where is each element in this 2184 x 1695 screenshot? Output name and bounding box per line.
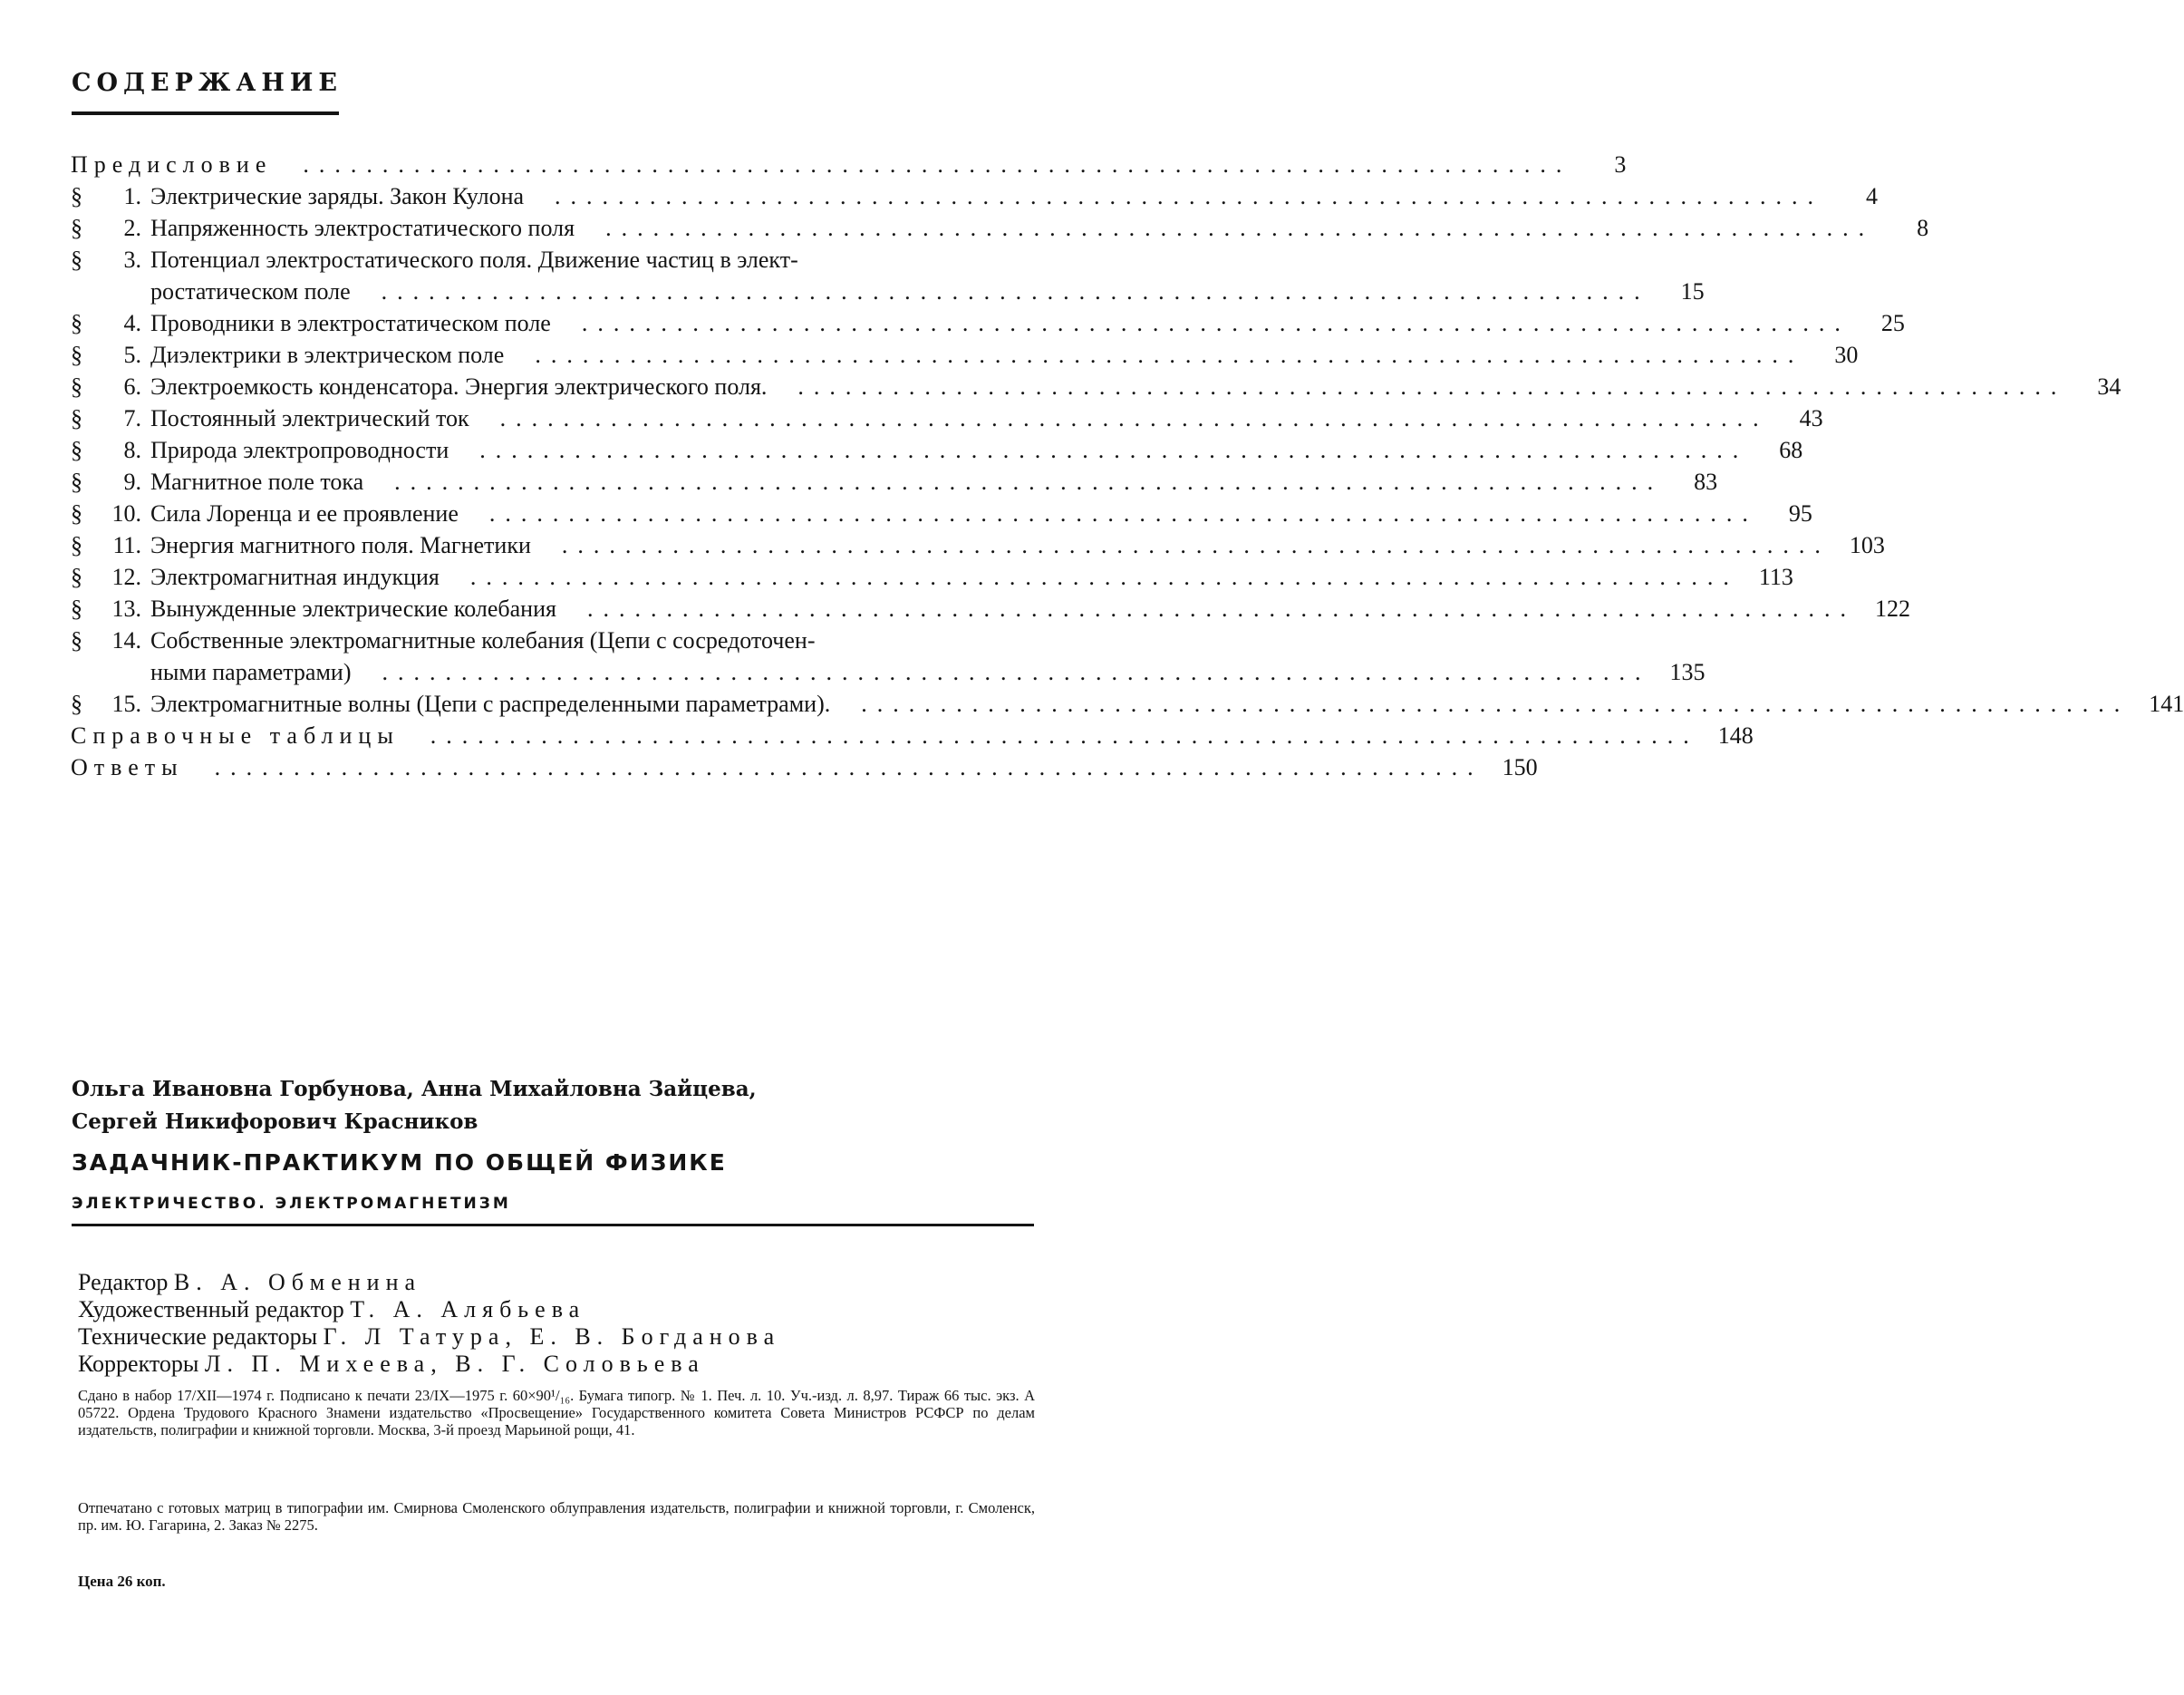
staff-role: Корректоры: [78, 1351, 199, 1377]
section-sign: §: [71, 437, 82, 463]
editorial-staff: [78, 1269, 780, 1378]
dot-leader: ................................................................................: [303, 151, 1572, 178]
toc-entry: [71, 529, 1885, 561]
toc-page-number: 8: [1917, 215, 1929, 241]
staff-role: Художественный редактор: [78, 1296, 344, 1322]
authors-line-2: Сергей Никифорович Красников: [72, 1109, 478, 1134]
toc-page-number: 34: [2097, 373, 2121, 400]
staff-name: Г. Л Татура, Е. В. Богданова: [323, 1323, 781, 1350]
toc-page-number: 25: [1880, 310, 1905, 336]
toc-entry: [71, 244, 1705, 307]
toc-page-number: 135: [1669, 659, 1706, 685]
toc-page-number: 43: [1799, 405, 1823, 431]
section-sign: §: [71, 405, 82, 431]
dot-leader: ................................................................................: [499, 405, 1769, 431]
toc-entry-title: Напряженность электростатического поля: [150, 215, 575, 241]
toc-page-number: 103: [1849, 532, 1885, 558]
toc-section-number: 14.: [111, 627, 141, 654]
toc-section-number: 5.: [123, 342, 141, 368]
dot-leader: ................................................................................: [488, 500, 1758, 527]
toc-entry: [71, 561, 1793, 593]
dot-leader: ................................................................................: [581, 310, 1851, 336]
dot-leader: ................................................................................: [214, 754, 1483, 780]
toc-entry: [71, 625, 1706, 688]
staff-name: В. А. Обменина: [173, 1269, 422, 1295]
toc-entry-title: Электрические заряды. Закон Кулона: [150, 183, 525, 209]
dot-leader: ................................................................................: [469, 564, 1739, 590]
dot-leader: ................................................................................: [555, 183, 1824, 209]
section-sign: §: [71, 342, 82, 368]
dot-leader: ................................................................................: [479, 437, 1749, 463]
section-sign: §: [71, 373, 82, 400]
toc-heading: СОДЕРЖАНИЕ: [72, 69, 343, 97]
staff-line: [78, 1323, 780, 1351]
toc-entry-title: Вынужденные электрические колебания: [150, 596, 556, 622]
toc-entry-title-cont: ными параметрами): [150, 659, 352, 685]
printing-house-paragraph: Отпечатано с готовых матриц в типографии им. Смирнова Смоленского облуправления издательств, полиграфии и книжной торговли, г. Смоленск, пр. им. Ю. Гагарина, 2. Заказ № 2275.: [78, 1499, 1035, 1534]
book-subtitle: ЭЛЕКТРИЧЕСТВО. ЭЛЕКТРОМАГНЕТИЗМ: [72, 1195, 511, 1213]
section-sign: §: [71, 310, 82, 336]
toc-entry: [71, 402, 1823, 434]
toc-section-number: 6.: [123, 373, 141, 400]
toc-entry: [71, 688, 2184, 720]
book-title: ЗАДАЧНИК-ПРАКТИКУМ ПО ОБЩЕЙ ФИЗИКЕ: [72, 1149, 727, 1176]
print-info-paragraph: Сдано в набор 17/XII—1974 г. Подписано к печати 23/IX—1975 г. 60×90¹/₁₆. Бумага типогр. № 1. Печ. л. 10. Уч.-изд. л. 8,97. Тираж 66 тыс. экз. А 05722. Ордена Трудового Красного Знамени издательство «Просвещение» Государственного комитета Совета Министров РСФСР по делам издательств, полиграфии и книжной торговли. Москва, 3-й проезд Марьиной рощи, 41.: [78, 1387, 1035, 1438]
table-of-contents: [71, 149, 2184, 783]
toc-entry-body: [150, 244, 1705, 307]
toc-entry-title: Магнитное поле тока: [150, 469, 364, 495]
dot-leader: ................................................................................: [605, 215, 1875, 241]
toc-entry: [71, 371, 2121, 402]
toc-section-number: 15.: [111, 691, 141, 717]
toc-page-number: 150: [1502, 754, 1538, 780]
toc-section-number: 7.: [123, 405, 141, 431]
price: Цена 26 коп.: [78, 1573, 166, 1590]
dot-leader: ................................................................................: [561, 532, 1831, 558]
toc-entry: [71, 434, 1803, 466]
toc-entry: [71, 339, 1859, 371]
toc-entry-title: Ответы: [71, 754, 184, 780]
staff-role: Технические редакторы: [78, 1323, 318, 1350]
section-sign: §: [71, 183, 82, 209]
section-sign: §: [71, 469, 82, 495]
toc-entry-continuation: [150, 276, 1705, 307]
toc-page-number: 83: [1694, 469, 1718, 495]
toc-entry-title: Сила Лоренца и ее проявление: [150, 500, 459, 527]
authors-line-1: Ольга Ивановна Горбунова, Анна Михайловна Зайцева,: [72, 1077, 757, 1101]
dot-leader: ................................................................................: [382, 659, 1651, 685]
toc-entry-body: [150, 625, 1706, 688]
toc-entry: [71, 212, 1929, 244]
toc-section-number: 1.: [123, 183, 141, 209]
toc-entry-title: Собственные электромагнитные колебания (Цепи с сосредоточен-: [150, 627, 816, 654]
section-sign: §: [71, 691, 82, 717]
toc-page-number: 4: [1866, 183, 1879, 209]
toc-entry-title: Энергия магнитного поля. Магнетики: [150, 532, 531, 558]
toc-entry-continuation: [150, 656, 1706, 688]
staff-name: Л. П. Михеева, В. Г. Соловьева: [204, 1351, 705, 1377]
staff-name: Т. А. Алябьева: [350, 1296, 586, 1322]
toc-entry: [71, 149, 1627, 180]
authors: [72, 1073, 757, 1138]
toc-section-number: 4.: [123, 310, 141, 336]
toc-entry: [71, 466, 1718, 498]
toc-page-number: 141: [2149, 691, 2184, 717]
staff-role: Редактор: [78, 1269, 169, 1295]
toc-section-number: 8.: [123, 437, 141, 463]
dot-leader: ................................................................................: [430, 722, 1699, 749]
toc-entry-title: Потенциал электростатического поля. Движение частиц в элект-: [150, 247, 798, 273]
toc-entry: [71, 307, 1905, 339]
toc-entry: [71, 180, 1879, 212]
dot-leader: ................................................................................: [381, 278, 1650, 305]
section-sign: §: [71, 247, 82, 273]
toc-page-number: 148: [1717, 722, 1754, 749]
toc-entry-title: Природа электропроводности: [150, 437, 449, 463]
toc-entry-title-cont: ростатическом поле: [150, 278, 351, 305]
toc-entry-title: Электроемкость конденсатора. Энергия электрического поля.: [150, 373, 768, 400]
toc-entry: [71, 720, 1754, 751]
toc-page-number: 68: [1779, 437, 1803, 463]
toc-page-number: 15: [1680, 278, 1705, 305]
toc-section-number: 2.: [123, 215, 141, 241]
section-sign: §: [71, 564, 82, 590]
toc-page-number: 122: [1874, 596, 1910, 622]
toc-section-number: 13.: [111, 596, 141, 622]
toc-entry-title: Постоянный электрический ток: [150, 405, 469, 431]
toc-entry: [71, 751, 1538, 783]
toc-entry-title: Электромагнитные волны (Цепи с распределенными параметрами).: [150, 691, 831, 717]
toc-page-number: 113: [1758, 564, 1793, 590]
dot-leader: ................................................................................: [586, 596, 1856, 622]
imprint-divider: [72, 1224, 1034, 1226]
toc-entry-title: Справочные таблицы: [71, 722, 400, 749]
toc-entry-title: Диэлектрики в электрическом поле: [150, 342, 505, 368]
section-sign: §: [71, 500, 82, 527]
toc-entry-title: Проводники в электростатическом поле: [150, 310, 551, 336]
section-sign: §: [71, 596, 82, 622]
toc-section-number: 9.: [123, 469, 141, 495]
toc-section-number: 12.: [111, 564, 141, 590]
section-sign: §: [71, 532, 82, 558]
dot-leader: ................................................................................: [535, 342, 1804, 368]
toc-page-number: 30: [1834, 342, 1859, 368]
toc-entry: [71, 498, 1812, 529]
toc-section-number: 11.: [112, 532, 141, 558]
dot-leader: ................................................................................: [797, 373, 2067, 400]
staff-line: [78, 1269, 780, 1296]
staff-line: [78, 1296, 780, 1323]
dot-leader: ................................................................................: [394, 469, 1664, 495]
toc-section-number: 10.: [111, 500, 141, 527]
toc-page-number: 95: [1788, 500, 1812, 527]
heading-underline: [72, 111, 339, 115]
toc-entry-title: Предисловие: [71, 151, 273, 178]
toc-page-number: 3: [1614, 151, 1627, 178]
toc-entry: [71, 593, 1910, 625]
section-sign: §: [71, 627, 82, 654]
toc-section-number: 3.: [123, 247, 141, 273]
section-sign: §: [71, 215, 82, 241]
toc-entry-title: Электромагнитная индукция: [150, 564, 440, 590]
staff-line: [78, 1351, 780, 1378]
dot-leader: ................................................................................: [861, 691, 2131, 717]
